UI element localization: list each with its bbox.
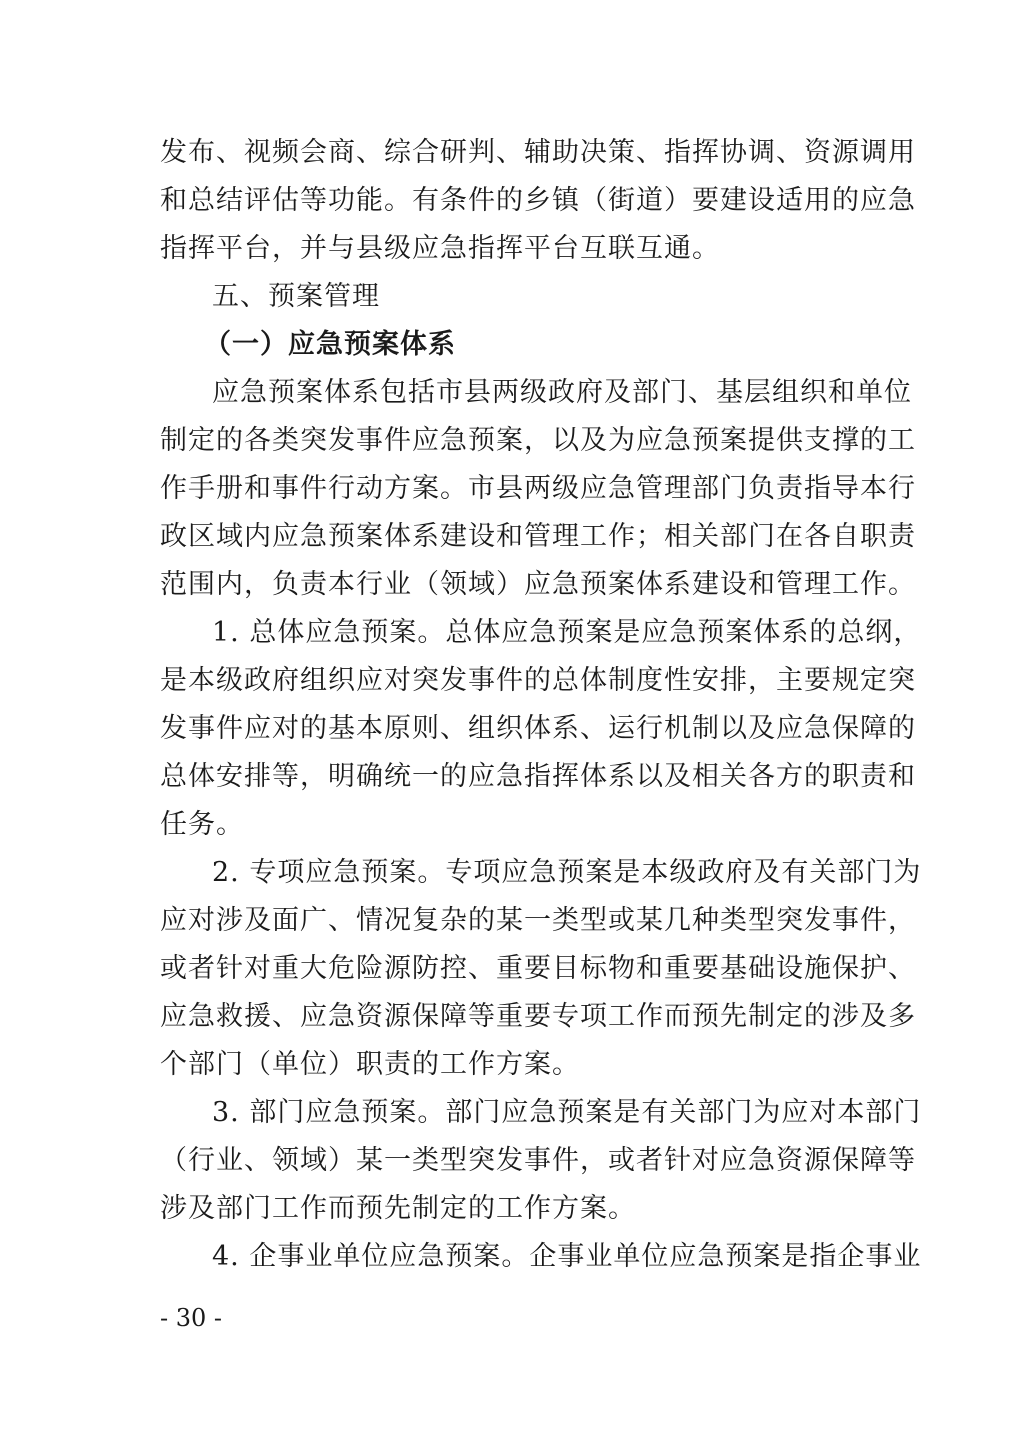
paragraph-line: 发事件应对的基本原则、组织体系、运行机制以及应急保障的 <box>160 713 916 744</box>
page-number: - 30 - <box>160 1304 223 1332</box>
subsection-heading: （一）应急预案体系 <box>204 329 456 360</box>
paragraph-line: 总体安排等，明确统一的应急指挥体系以及相关各方的职责和 <box>160 761 916 792</box>
paragraph-line: 应急预案体系包括市县两级政府及部门、基层组织和单位 <box>212 377 912 408</box>
paragraph-line: 1. 总体应急预案。总体应急预案是应急预案体系的总纲， <box>212 617 922 648</box>
paragraph-line: 应对涉及面广、情况复杂的某一类型或某几种类型突发事件， <box>160 905 916 936</box>
paragraph-line: 3. 部门应急预案。部门应急预案是有关部门为应对本部门 <box>212 1097 922 1128</box>
section-heading: 五、预案管理 <box>212 281 380 312</box>
paragraph-line: 是本级政府组织应对突发事件的总体制度性安排，主要规定突 <box>160 665 916 696</box>
paragraph-line: 发布、视频会商、综合研判、辅助决策、指挥协调、资源调用 <box>160 137 916 168</box>
paragraph-line: 2. 专项应急预案。专项应急预案是本级政府及有关部门为 <box>212 857 922 888</box>
paragraph-line: 4. 企事业单位应急预案。企事业单位应急预案是指企事业 <box>212 1241 922 1272</box>
paragraph-line: 制定的各类突发事件应急预案，以及为应急预案提供支撑的工 <box>160 425 916 456</box>
paragraph-line: 应急救援、应急资源保障等重要专项工作而预先制定的涉及多 <box>160 1001 916 1032</box>
paragraph-line: 政区域内应急预案体系建设和管理工作；相关部门在各自职责 <box>160 521 916 552</box>
paragraph-line: 范围内，负责本行业（领域）应急预案体系建设和管理工作。 <box>160 569 916 600</box>
paragraph-line: 或者针对重大危险源防控、重要目标物和重要基础设施保护、 <box>160 953 916 984</box>
paragraph-line: 任务。 <box>160 809 244 840</box>
paragraph-line: 个部门（单位）职责的工作方案。 <box>160 1049 580 1080</box>
paragraph-line: （行业、领域）某一类型突发事件，或者针对应急资源保障等 <box>160 1145 916 1176</box>
paragraph-line: 作手册和事件行动方案。市县两级应急管理部门负责指导本行 <box>160 473 916 504</box>
paragraph-line: 指挥平台，并与县级应急指挥平台互联互通。 <box>160 233 720 264</box>
paragraph-line: 和总结评估等功能。有条件的乡镇（街道）要建设适用的应急 <box>160 185 916 216</box>
paragraph-line: 涉及部门工作而预先制定的工作方案。 <box>160 1193 636 1224</box>
